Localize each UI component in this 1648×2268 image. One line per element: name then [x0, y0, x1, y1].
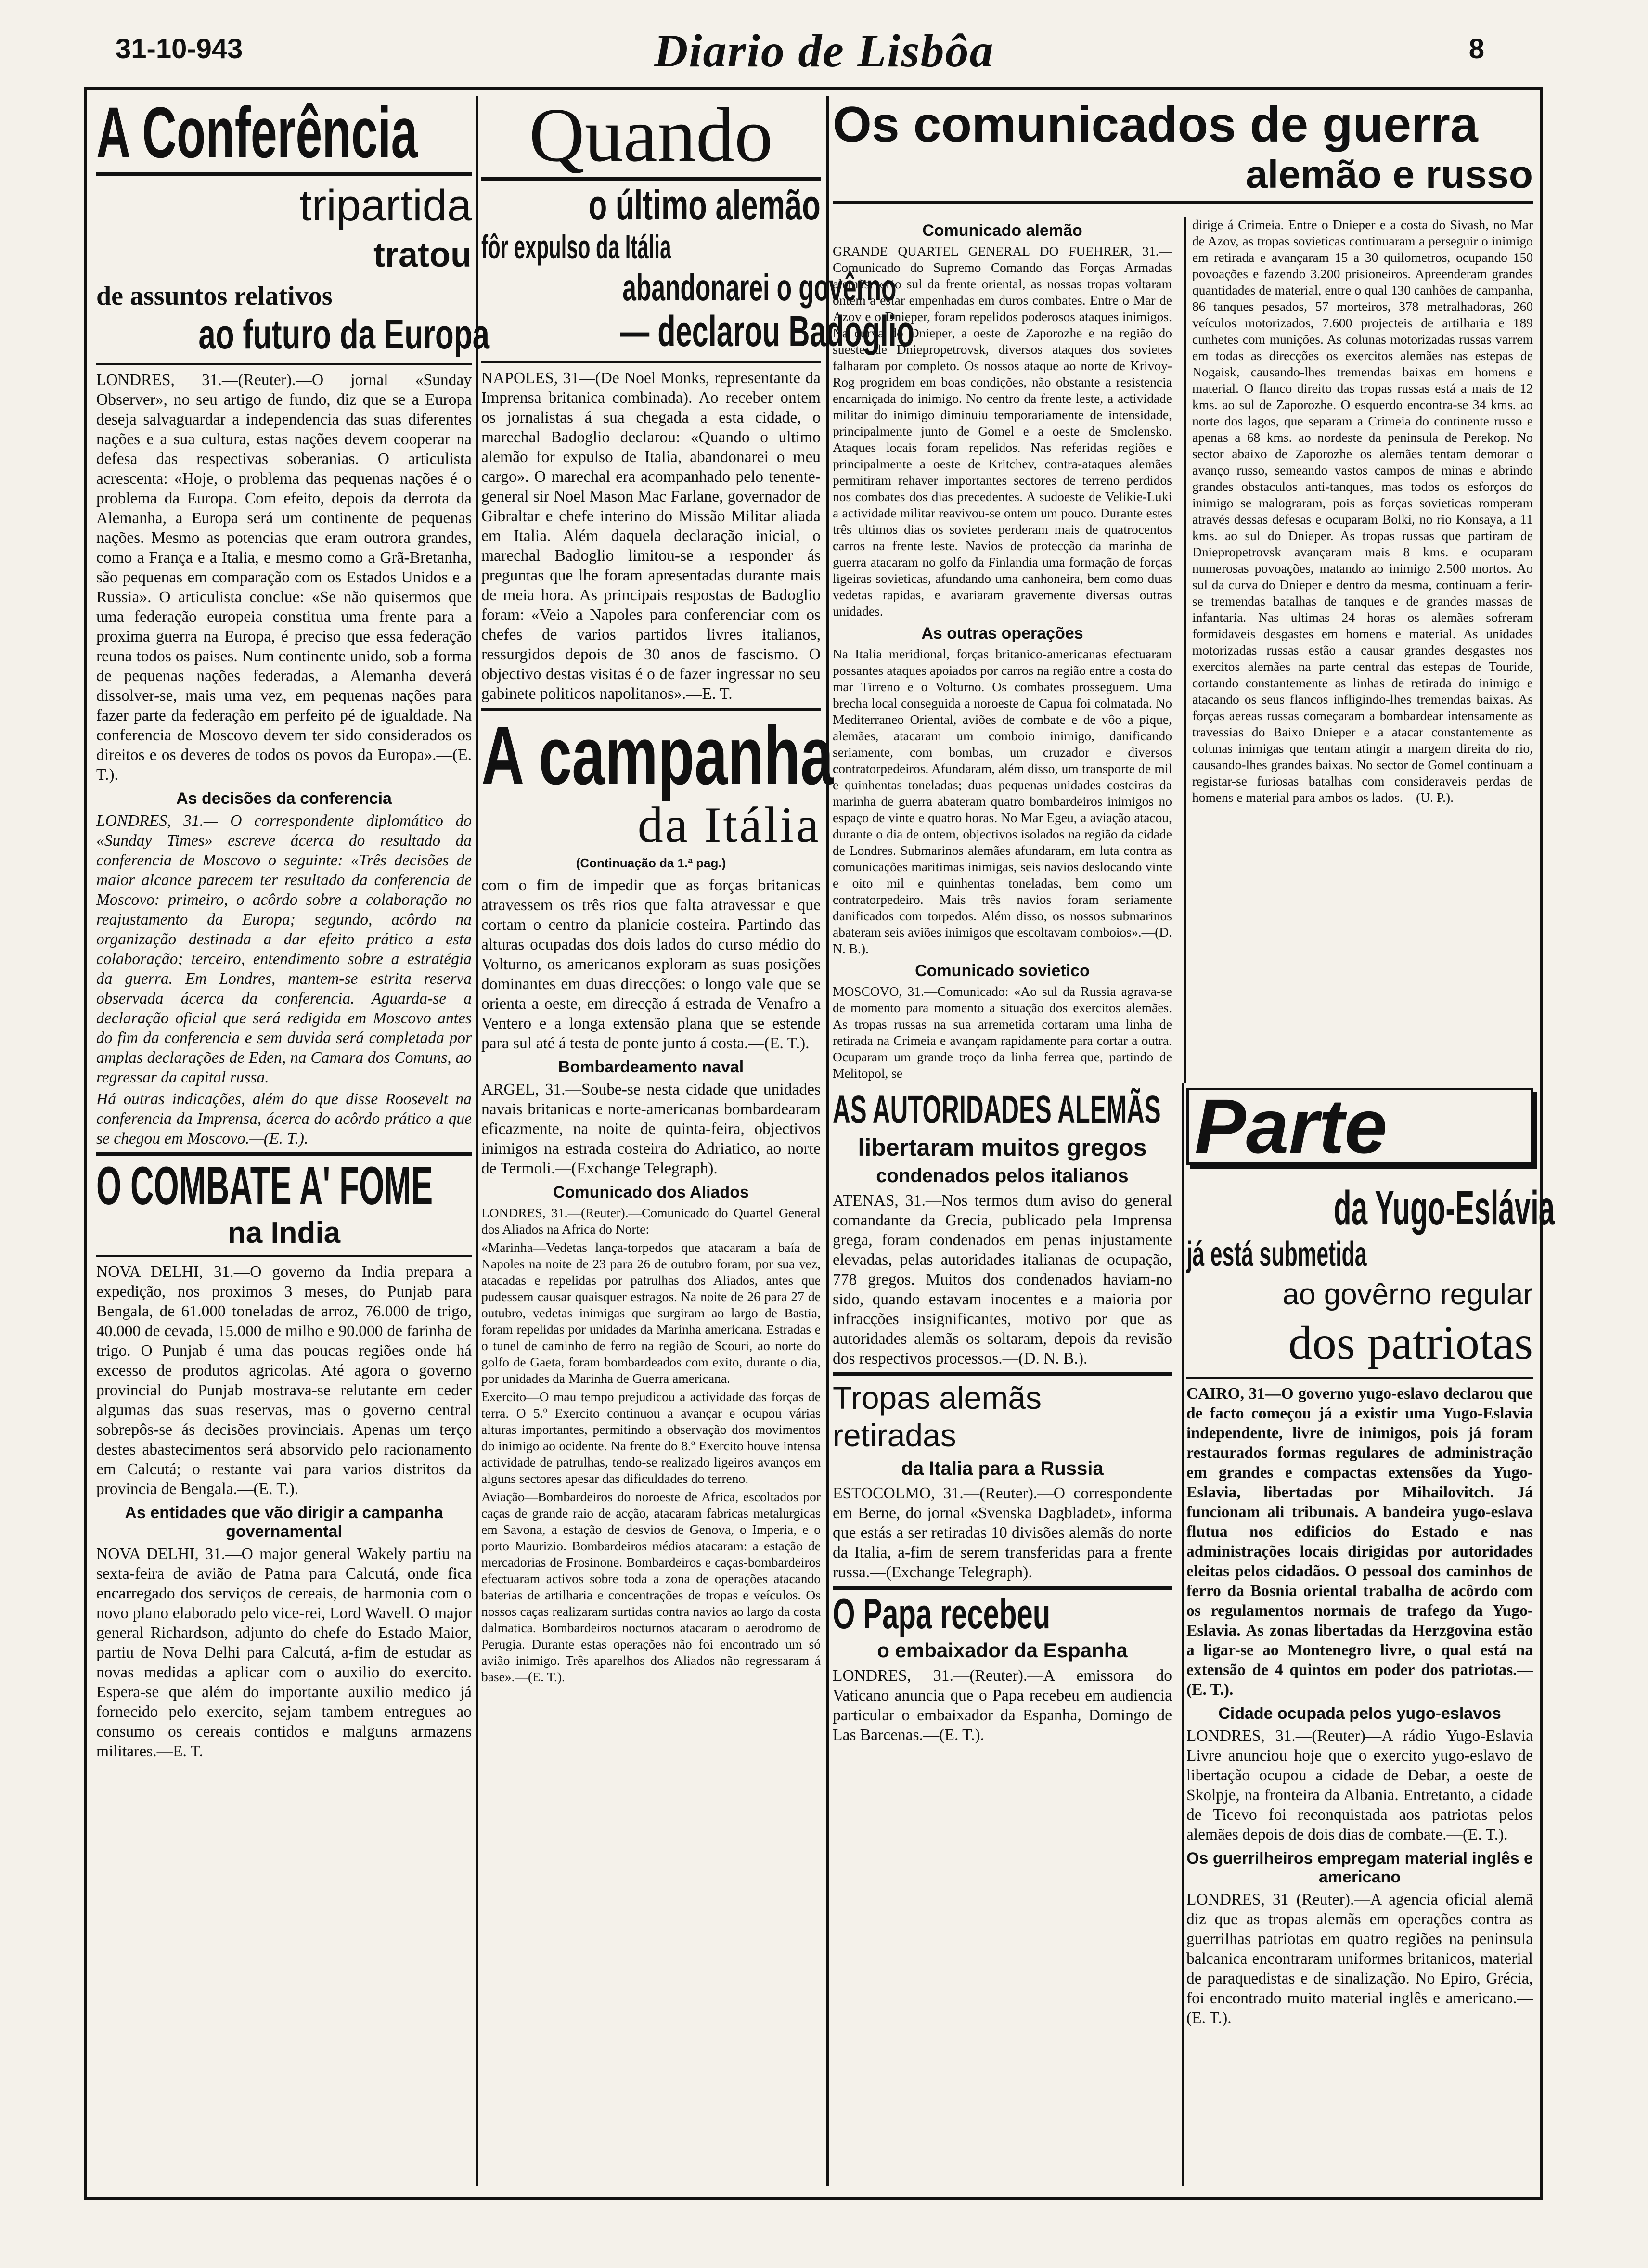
divider [833, 1586, 1172, 1590]
headline-line: da Itália [637, 797, 821, 853]
headline-line: dos patriotas [1288, 1316, 1533, 1369]
headline-line: o embaixador da Espanha [877, 1639, 1128, 1662]
article-comunicados [833, 96, 1533, 1083]
headline-line: já está submetida [1186, 1235, 1367, 1274]
column-rule [476, 96, 478, 2186]
column-3-lower [833, 1090, 1172, 2183]
subheading: Os guerrilheiros empregam material inglês e americano [1186, 1849, 1533, 1886]
headline-line: condenados pelos italianos [876, 1165, 1129, 1186]
article-body: com o fim de impedir que as forças britanicas atravessem os três rios que falta atravessar e que cortam o centro da planicie costeira. Partindo das alturas ocupadas dos dois lados do curso médio do Volturno, os americanos exploram as suas posições dominantes em duas direcções: o longo vale que se orienta a oeste, em direcção á estrada de Venafro a Ventero e a longa extensão plana que se estende para sul até á testa de ponte junto á costa.—(E. T.). [481, 876, 821, 1052]
headline-line: o último alemão [588, 181, 821, 229]
subheading: Comunicado sovietico [915, 962, 1090, 980]
article-body: ESTOCOLMO, 31.—(Reuter).—O correspondente em Berne, do jornal «Svenska Dagbladet», informa que estás a ser retiradas 10 divisões alemãs do norte da Italia, a-fim de serem transferidas para a frente russa.—(Exchange Telegraph). [833, 1484, 1172, 1581]
issue-date: 31-10-943 [116, 33, 243, 64]
article-body: MOSCOVO, 31.—Comunicado: «Ao sul da Russia agrava-se de momento para momento a situação dos exercitos alemães. As tropas russas na sua arremetida cortaram uma linha de retirada na Crimeia e avançam rapidamente para cortar a outra. Ocuparam um grande troço da linha ferrea que, partindo de Melitopol, se [833, 984, 1172, 1081]
divider [481, 177, 821, 181]
headline-line: ao futuro da Europa [198, 311, 489, 358]
comunicados-col-a [833, 217, 1172, 1083]
headline-line: da Italia para a Russia [901, 1458, 1104, 1479]
article-campanha [481, 709, 834, 1685]
headline: AS AUTORIDADES ALEMÃS [833, 1088, 1161, 1132]
headline: Tropas alemãs retiradas [833, 1380, 1042, 1453]
headline-line: fôr expulso da Itália [481, 228, 671, 266]
article-body: ATENAS, 31.—Nos termos dum aviso do general comandante da Grecia, publicado pela Imprensa grega, foram condenados em penas injustamente elevadas, pelas autoridades italianas de ocupação, 778 gregos. Muitos dos condenados haviam-no sido, quando estavam inocentes e a maioria por infracções insignificantes, motivo por que as autoridades alemãs os soltaram, depois da revisão dos respectivos processos.—(D. N. B.). [833, 1192, 1172, 1367]
article-combate [96, 1156, 472, 1761]
article-body: LONDRES, 31.—(Reuter).—Comunicado do Quartel General dos Aliados na Africa do Norte: [481, 1205, 821, 1237]
headline-line: tripartida [299, 181, 472, 230]
article-body: CAIRO, 31—O governo yugo-eslavo declarou que de facto começou já a existir uma Yugo-Eslavia independente, livre de inimigos, pois já foram restaurados formas regulares de administração em grandes e compactas extensões da Yugo-Eslavia, libertadas por Mihailovitch. Já funcionam ali tribunais. A bandeira yugo-eslava flutua nos edificios do Estado e nas administrações locais dirigidas por autoridades eleitas pelos cidadãos. O pessoal dos caminhos de ferro da Bosnia oriental trabalha de acôrdo com os regulamentos normais de trafego da Yugo-Eslavia. As zonas libertadas da Herzgovina estão a ligar-se ao Montenegro livre, o qual está na extensão de 4 quintos em poder dos patriotas.—(E. T.). [1186, 1385, 1533, 1699]
subheading: As decisões da conferencia [176, 789, 392, 808]
comunicados-col-b [1184, 217, 1533, 1083]
article-tropas [833, 1379, 1172, 1582]
headline-line: da Yugo-Eslávia [1334, 1181, 1555, 1235]
article-quando [481, 92, 915, 704]
headline-line: ao govêrno regular [1282, 1278, 1533, 1311]
article-body: LONDRES, 31.— O correspondente diplomático do «Sunday Times» escreve ácerca do resultado da conferencia de Moscovo o seguinte: «Três decisões de maior alcance parecem ter resultado da conferencia de Moscovo: primeiro, o acôrdo sobre a colaboração no reajustamento da Europa; segundo, acôrdo na organização destinada a dar efeito prático a esta colaboração; terceiro, entendimento sobre a estratégia da guerra. Em Londres, mantem-se estrita reserva observada ácerca da conferencia. Aguarda-se a declaração oficial que será redigida em Moscovo antes do fim da conferencia e sem duvida será completada por amplas declarações de Eden, na Camara dos Comuns, ao regressar da capital russa. [96, 812, 472, 1086]
column-1 [96, 92, 489, 2186]
subheading: As entidades que vão dirigir a campanha governamental [125, 1504, 443, 1541]
divider [96, 363, 472, 365]
divider [833, 201, 1533, 204]
divider [96, 172, 472, 176]
subheading: Bombardeamento naval [558, 1058, 744, 1076]
article-conferencia [96, 92, 489, 1148]
article-body: NOVA DELHI, 31.—O major general Wakely partiu na sexta-feira de avião de Patna para Calcutá, onde fica encarregado dos serviços de cereais, de harmonia com o novo plano elaborado pelo vice-rei, Lord Wavell. O major general Richardson, adjunto do chefe do Estado Maior, partiu de Nova Delhi para Calcutá, a-fim de estudar as novas medidas a aplicar com o auxilio do exercito. Espera-se que além do importante auxilio medico já fornecido pelo exercito, sejam tambem entregues ao consumo os cereais contidos e malguns armazens militares.—E. T. [96, 1545, 472, 1760]
headline: A campanha [481, 709, 834, 802]
newspaper-title: Diario de Lisbôa [654, 25, 994, 77]
article-body: Há outras indicações, além do que disse Roosevelt na conferencia da Imprensa, ácerca do acôrdo prático a que se chegou em Moscovo.—(E. T.). [96, 1090, 472, 1147]
masthead [19, 19, 1629, 87]
article-body: ARGEL, 31.—Soube-se nesta cidade que unidades navais britanicas e norte-americanas bombardearam eficazmente, na noite de quinta-feira, objectivos inimigos na estrada costeira do Adriatico, ao norte de Termoli.—(Exchange Telegraph). [481, 1081, 821, 1177]
headline-line: alemão e russo [1245, 153, 1533, 196]
subheading: As outras operações [921, 624, 1083, 643]
divider [833, 1372, 1172, 1376]
divider [481, 361, 821, 363]
column-rule [826, 96, 829, 2186]
headline: O Papa recebeu [833, 1590, 1051, 1637]
article-body: dirige á Crimeia. Entre o Dnieper e a costa do Sivash, no Mar de Azov, as tropas sovieticas continuaram a perseguir o inimigo em retirada e avançaram 15 a 30 quilometros, ocupando 150 povoações e fazendo 3.200 prisioneiros. Apreenderam grandes quantidades de material, entre o qual 130 canhões de campanha, 86 tanques pesados, 57 morteiros, 378 metralhadoras, 260 veículos motorizados, 7.600 projecteis de artilharia e 189 cunhetes com munições. As colunas motorizadas russas varrem em todas as direcções os exercitos alemães nas estepas de Nogaisk, causando-lhes tremendas baixas em homens e material. O flanco direito das tropas russas está a mais de 12 kms. ao sul de Zaporozhe. O esquerdo encontra-se 34 kms. ao norte dos lagos, que separam a Crimeia do continente russo e apenas a 68 kms. ao nordeste da peninsula de Perekop. No sector abaixo de Zaporozhe os alemães tentam demorar o avanço russo, semeando vastos campos de minas e abrindo grandes obstaculos anti-tanques, mas todos os esforços do inimigo se malograram, pois as forças sovieticas romperam através dessas defesas e ocuparam Bolki, no rio Konsaya, a 11 kms. ao sul do Dnieper. As tropas russas que partiram de Dniepropetrovsk avançaram mais 8 kms. e ocuparam numerosas povoações, matando ao inimigo 2.500 mortos. Ao sul da curva do Dnieper e dentro da mesma, continuam a ferir-se tremendas batalhas de tanques e de grandes massas de infantaria. Nas ultimas 24 horas os alemães sofreram formidaveis desgastes em homens e material. As unidades motorizadas russas estão a causar grandes desgastes nos exercitos alemães na parte central das estepas de Touride, cortando constantemente as linhas de retirada do inimigo e atacando os seus flancos infligindo-lhes tremendas baixas. As forças aereas russas começaram a bombardear intensamente as travessias do Baixo Dnieper e a atacar constantemente as colunas inimigas que tentam atingir a margem direita do rio, causando-lhes grandes baixas. No sector de Gomel continuam a registar-se furiosas batalhas com consideraveis perdas de homens e material para ambos os lados.—(U. P.). [1192, 217, 1533, 805]
divider [1186, 1377, 1533, 1379]
article-body: NOVA DELHI, 31.—O governo da India prepara a expedição, nos proximos 3 meses, do Punjab para Bengala, de 61.000 toneladas de arroz, 76.000 de trigo, 40.000 de cevada, 15.000 de milho e 90.000 de farinha de trigo. O Punjab é uma das poucas regiões onde há excesso de produtos agricolas. Até agora o governo provincial do Punjab mostrava-se relutante em ceder algumas das suas reservas, mas o governo central sobrepôs-se ás decisões provinciais. Apenas um terço destes abastecimentos será absorvido pelo racionamento em Calcutá; o restante vai para varios distritos da provincia de Bengala.—(E. T.). [96, 1263, 472, 1498]
column-rule [1182, 1083, 1184, 2186]
article-body: LONDRES, 31.—(Reuter).—O jornal «Sunday Observer», no seu artigo de fundo, diz que se a Europa deseja salvaguardar a independencia das suas diferentes nações e a sua cultura, estas nações devem cooperar na defesa das respectivas soberanias. O articulista acrescenta: «Hoje, o problema das pequenas nações é o problema da Europa. Com efeito, depois da derrota da Alemanha, a Europa será um continente de pequenas nações. Mesmo as potencias que eram outrora grandes, como a França e a Italia, e mesmo como a Grã-Bretanha, são pequenas em comparação com os Estados Unidos e a Russia». O articulista conclue: «Se não quisermos que uma federação europeia constitua uma frente para a proxima guerra na Europa, é preciso que essa federação reuna todos os paises. Num continente unido, sob a forma de pequenas nações federadas, a Alemanha deverá dissolver-se, mais uma vez, em pequenas nações para fazer parte da federação em perfeito pé de igualdade. Na conferencia de Moscovo devem ter sido considerados os direitos e os deveres de todos os povos da Europa».—(E. T.). [96, 371, 472, 784]
article-body: LONDRES, 31.—(Reuter).—A emissora do Vaticano anuncia que o Papa recebeu em audiencia particular o embaixador da Espanha, Domingo de Las Barcenas.—(E. T.). [833, 1667, 1172, 1744]
headline-line: libertaram muitos gregos [858, 1134, 1147, 1161]
headline-line: de assuntos relativos [96, 281, 333, 311]
article-body: Aviação—Bombardeiros do noroeste de Africa, escoltados por caças de grande raio de acção, atacaram fabricas metalurgicas em Savona, a estação de desvios de Genova, o Imperia, e o porto Maurizio. Bombardeiros médios atacaram: a estação de mercadorias de Frosinone. Bombardeiros e caças-bombardeiros efectuaram activos sobre toda a zona de operações atacando baterias de artilharia e concentrações de tropas e veículos. Os nossos caças realizaram surtidas contra navios ao largo da costa dalmatica. Bombardeiros nocturnos atacaram o aerodromo de Perugia. Durante estas operações não foi encontrado um só avião inimigo. Três aparelhos dos Aliados não regressaram á base».—(E. T.). [481, 1489, 821, 1684]
article-autoridades [833, 1090, 1172, 1368]
subheading: Cidade ocupada pelos yugo-eslavos [1218, 1704, 1501, 1723]
article-papa [833, 1590, 1172, 1745]
continuation-note: (Continuação da 1.ª pag.) [576, 856, 726, 870]
headline-line: — declarou Badoglio [620, 308, 915, 356]
article-body: Exercito—O mau tempo prejudicou a actividade das forças de terra. O 5.º Exercito continuou a avançar e ocupou várias alturas importantes, permitindo a observação dos movimentos do inimigo ao ocidente. Na frente do 8.º Exercito houve intensa actividade de patrulhas, tendo-se realizado ligeiros avanços em alguns sectores apesar das dificuldades do terreno. [481, 1389, 821, 1486]
article-body: LONDRES, 31 (Reuter).—A agencia oficial alemã diz que as tropas alemãs em operações contra as guerrilhas patriotas em quatro regiões na peninsula balcanica encontraram uniformes britanicos, material de paraquedistas e de sinalização. No Epiro, Grécia, foi encontrado muito material inglês e americano.—(E. T.). [1186, 1891, 1533, 2027]
headline-line: abandonarei o govêrno [622, 266, 897, 309]
headline: Quando [529, 92, 773, 178]
headline: Os comunicados de guerra [833, 97, 1478, 153]
headline: A Conferência [96, 92, 418, 173]
subheading: Comunicado alemão [922, 221, 1082, 240]
headline: Parte [1195, 1083, 1388, 1169]
divider [96, 1255, 472, 1257]
headline-line: na India [227, 1216, 341, 1250]
column-2 [481, 92, 915, 2186]
article-body: GRANDE QUARTEL GENERAL DO FUEHRER, 31.—Comunicado do Supremo Comando das Forças Armadas alemãs: «No sul da frente oriental, as nossas tropas voltaram ontem a estar empenhadas em duros combates. Entre o Mar de Azov e o Dnieper, foram repelidos poderosos ataques inimigos. Na curva do Dnieper, a oeste de Zaporozhe e na região do sueste de Dniepropetrovsk, diversos ataques dos sovietes falharam por completo. Os nossos ataque ao norte de Krivoy-Rog progridem em boas condições, não obstante a resistencia encarniçada do inimigo. No centro da frente leste, a actividade militar do inimigo diminuiu temporariamente de intensidade, principalmente junto de Gomel e a oeste de Smolensko. Ataques locais foram repelidos. Nas referidas regiões e principalmente a oeste de Kritchev, contra-ataques alemães permitiram rehaver importantes sectores de terreno perdidos nos combates dos dias precedentes. A sudoeste de Velikie-Luki a actividade militar reavivou-se ontem um pouco. Durante estes três ultimos dias os sovietes perderam mais de quatrocentos carros na frente leste. Navios de protecção da marinha de guerra atacaram no golfo da Finlandia uma formação de forças ligeiras sovieticas, afundando uma canhoneira, bem como duas vedetas rapidas, e avariaram gravemente diversas outras unidades. [833, 244, 1172, 619]
subheading: Comunicado dos Aliados [553, 1183, 749, 1201]
article-body: «Marinha—Vedetas lança-torpedos que atacaram a baía de Napoles na noite de 23 para 26 de outubro foram, por sua vez, atacadas e repelidas por patrulhas dos Aliados, antes que pudessem causar quaisquer estragos. Na noite de 26 para 27 de outubro, vedetas inimigas que surgiram ao largo de Bastia, foram repelidas por unidades da Marinha americana. Estradas e o tunel de caminho de ferro na região de Scouri, ao norte do golfo de Gaeta, foram bombardeados com exito, durante o dia, por unidades da Marinha de Guerra americana. [481, 1240, 821, 1386]
page-number: 8 [1468, 33, 1484, 64]
headline-line: tratou [373, 236, 472, 274]
article-body: NAPOLES, 31—(De Noel Monks, representante da Imprensa britanica combinada). Ao receber ontem os jornalistas á sua chegada a esta cidade, o marechal Badoglio declarou: «Quando o ultimo alemão for expulso de Italia, abandonarei o meu cargo». O marechal era acompanhado pelo tenente-general sir Noel Mason Mac Farlane, governador de Gibraltar e chefe interino do Missão Militar aliada em Italia. Além daquela declaração inicial, o marechal Badoglio limitou-se a responder ás preguntas que lhe foram apresentadas durante mais de meia hora. As principais respostas de Badoglio foram: «Veio a Napoles para conferenciar com os chefes de varios partidos livres italianos, ressurgidos depois de 30 anos de fascismo. O objectivo destas visitas é o de fazer ingressar no seu gabinete politicos napolitanos».—E. T. [481, 369, 821, 703]
headline-box [1186, 1083, 1533, 1169]
article-parte [1186, 1083, 1555, 2183]
headline: O COMBATE A' FOME [96, 1156, 433, 1216]
article-body: LONDRES, 31.—(Reuter)—A rádio Yugo-Eslavia Livre anunciou hoje que o exercito yugo-eslavo de libertação ocupou a cidade de Debar, a oeste de Skolpje, na fronteira da Albania. Entretanto, a cidade de Ticevo foi reconquistada aos patriotas pelos alemães depois de dois dias de combate.—(E. T.). [1186, 1727, 1533, 1843]
article-body: Na Italia meridional, forças britanico-americanas efectuaram possantes ataques apoiados por carros na região entre a costa do mar Tirreno e o Volturno. Os combates prosseguem. Uma brecha local conseguida a noroeste de Capua foi colmatada. No Mediterraneo Oriental, aviões de combate e de vôo a pique, alemães, atacaram um comboio inimigo, danificando seriamente, com bombas, um cruzador e diversos contratorpedeiros. Afundaram, além disso, um transporte de mil e quinhentas toneladas; duas pequenas unidades costeiras da marinha de guerra abateram quatro bombardeiros inimigos no espaço de vinte e quatro horas. No Mar Egeu, a aviação atacou, durante o dia de ontem, objectivos isolados na região da cidade de Londres. Submarinos alemães afundaram, em luta contra as comunicações maritimas inimigas, seis navios deslocando vinte e oito mil e quinhentas toneladas, bem como um contratorpedeiro. Mais três navios foram seriamente danificados com torpedos. Além disso, os nossos submarinos abateram seis aviões inimigos que escoltavam comboios».—(D. N. B.). [833, 646, 1172, 956]
